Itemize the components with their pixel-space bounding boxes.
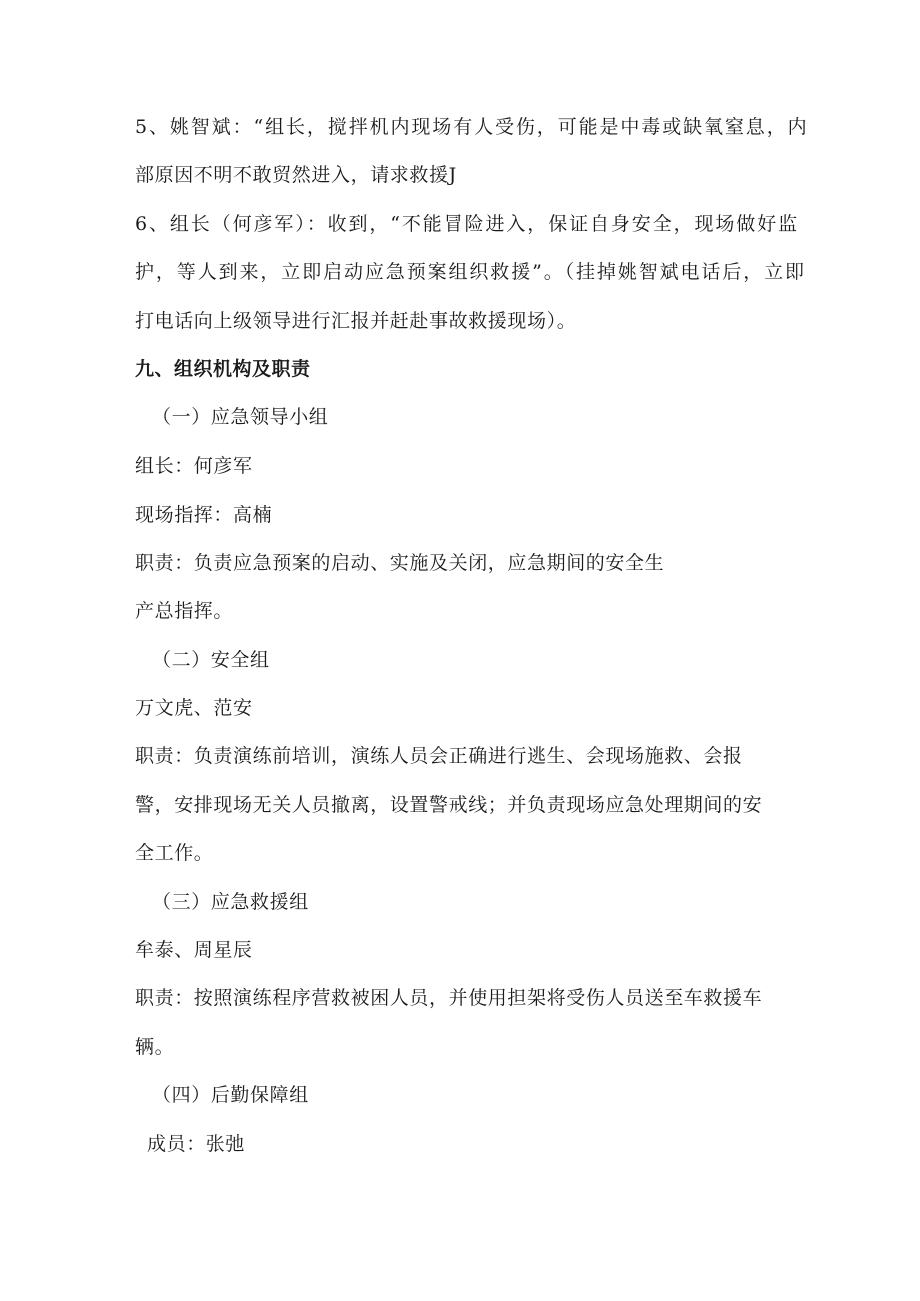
- safety-duty-line-3: 全工作。: [135, 842, 214, 864]
- safety-members-line: 万文虎、范安: [135, 697, 253, 719]
- leader-line: 组长：何彦军: [135, 455, 253, 477]
- paragraph-6-line-3: 打电话向上级领导进行汇报并赶赴事故救援现场）。: [135, 310, 577, 332]
- rescue-duty-line-1: 职责：按照演练程序营救被困人员，并使用担架将受伤人员送至车救援车: [135, 987, 763, 1009]
- leadership-duty-line-2: 产总指挥。: [135, 600, 234, 622]
- safety-duty-line-1: 职责：负责演练前培训，演练人员会正确进行逃生、会现场施救、会报: [135, 745, 743, 767]
- paragraph-6-line-2: 护，等人到来，立即启动应急预案组织救援”。（挂掉姚智斌电话后，立即: [135, 261, 806, 283]
- paragraph-5-line-2: 部原因不明不敢贸然进入，请求救援J: [135, 164, 457, 186]
- paragraph-5-line-1: 5、姚智斌：“组长，搅拌机内现场有人受伤，可能是中毒或缺氧窒息，内: [135, 116, 809, 138]
- safety-duty-line-2: 警，安排现场无关人员撤离，设置警戒线；并负责现场应急处理期间的安: [135, 794, 763, 816]
- subheading-safety-group: （二）安全组: [152, 649, 270, 671]
- subheading-rescue-group: （三）应急救援组: [152, 891, 309, 913]
- rescue-duty-line-2: 辆。: [135, 1036, 175, 1058]
- logistics-members-line: 成员：张弛: [147, 1133, 246, 1155]
- subheading-logistics-group: （四）后勤保障组: [152, 1084, 309, 1106]
- rescue-members-line: 牟泰、周星辰: [135, 939, 253, 961]
- paragraph-6-line-1: 6、组长（何彦军）：收到，“不能冒险进入，保证自身安全，现场做好监: [135, 213, 800, 235]
- site-commander-line: 现场指挥：高楠: [135, 504, 273, 526]
- subheading-leadership-group: （一）应急领导小组: [152, 406, 329, 428]
- section-heading: 九、组织机构及职责: [135, 358, 311, 380]
- leadership-duty-line-1: 职责：负责应急预案的启动、实施及关闭，应急期间的安全生: [135, 552, 665, 574]
